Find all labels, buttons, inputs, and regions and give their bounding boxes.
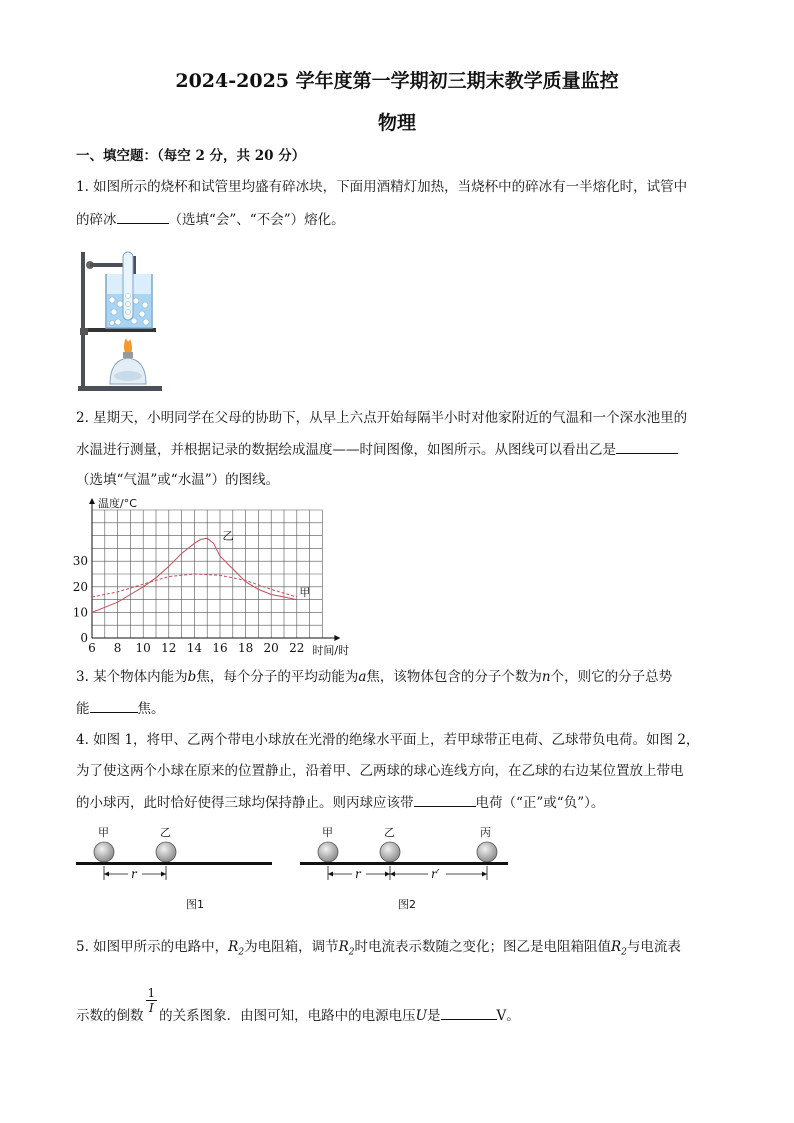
ball-jia bbox=[318, 842, 338, 862]
x-axis-arrow bbox=[334, 635, 340, 641]
exam-title: 2024-2025 学年度第一学期初三期末教学质量监控 bbox=[175, 70, 619, 92]
q3-text-1: 3. 某个物体内能为 bbox=[76, 669, 188, 685]
y-tick-label: 20 bbox=[72, 579, 88, 594]
subject-title: 物理 bbox=[377, 112, 416, 134]
q5-text-4: 与电流表 bbox=[626, 939, 681, 955]
r-letter: R bbox=[228, 939, 239, 955]
lamp-wick-holder bbox=[123, 352, 133, 358]
section-heading: 一、填空题：（每空 2 分，共 20 分） bbox=[76, 148, 306, 164]
x-tick-label: 10 bbox=[135, 641, 151, 655]
y-tick-label: 10 bbox=[72, 605, 88, 620]
ball-yi bbox=[380, 842, 400, 862]
ball-bing bbox=[477, 842, 497, 862]
surface bbox=[76, 862, 272, 865]
ring-clamp bbox=[80, 328, 88, 335]
x-tick-label: 18 bbox=[237, 641, 254, 655]
q2-text: 水温进行测量，并根据记录的数据绘成温度——时间图像，如图所示。从图线可以看出乙是 bbox=[76, 442, 616, 458]
y-axis-label: 温度/°C bbox=[98, 497, 137, 510]
q5-text-8: V。 bbox=[496, 1008, 520, 1024]
q1-line2 bbox=[76, 209, 345, 230]
q5-text-5: 示数的倒数 bbox=[76, 1008, 144, 1024]
r2-symbol bbox=[610, 939, 627, 958]
fraction-denominator: I bbox=[148, 1001, 154, 1015]
r-subscript: 2 bbox=[238, 947, 245, 958]
stand-base bbox=[78, 386, 162, 391]
distance-label-r-prime: r′ bbox=[431, 867, 440, 881]
q1-text-b: （选填“会”、“不会”）熔化。 bbox=[168, 212, 345, 228]
series-label-yi: 乙 bbox=[222, 529, 234, 543]
r2-symbol bbox=[228, 939, 245, 958]
ball-label-jia: 甲 bbox=[98, 826, 109, 839]
distance-label-r: r bbox=[131, 867, 137, 881]
q2-answer-blank[interactable] bbox=[616, 439, 678, 454]
figure-2-caption: 图2 bbox=[398, 898, 416, 911]
x-tick-label: 12 bbox=[161, 641, 177, 655]
lamp-fuel bbox=[114, 371, 142, 381]
q3-text-4: 个，则它的分子总势 bbox=[550, 669, 673, 685]
ball-label-yi: 乙 bbox=[160, 826, 171, 839]
q4-text-a: 的小球丙，此时恰好使得三球均保持静止。则丙球应该带 bbox=[76, 795, 414, 811]
figure-1 bbox=[76, 822, 276, 912]
stand-rod bbox=[81, 252, 85, 388]
ball-label-yi: 乙 bbox=[384, 826, 395, 839]
surface bbox=[300, 862, 508, 865]
ball-yi bbox=[156, 842, 176, 862]
figure-1-caption: 图1 bbox=[186, 898, 204, 911]
q5-line2 bbox=[76, 986, 520, 1027]
q3-answer-blank[interactable] bbox=[90, 698, 138, 713]
q4-line1: 4. 如图 1，将甲、乙两个带电小球放在光滑的绝缘水平面上，若甲球带正电荷、乙球带负电荷。如图 2， bbox=[76, 732, 700, 748]
q3-line2 bbox=[76, 698, 165, 719]
q3-line1 bbox=[76, 667, 672, 687]
r-letter: R bbox=[610, 939, 622, 955]
ball-label-jia: 甲 bbox=[322, 826, 333, 839]
r-subscript: 2 bbox=[621, 947, 627, 958]
q5-line1 bbox=[76, 937, 681, 963]
r-letter: R bbox=[338, 939, 349, 955]
r2-symbol bbox=[338, 939, 355, 958]
ball-jia bbox=[94, 842, 114, 862]
q3-text-6: 焦。 bbox=[137, 701, 165, 717]
q1-line1: 1. 如图所示的烧杯和试管里均盛有碎冰块，下面用酒精灯加热，当烧杯中的碎冰有一半熔化时，试管中 bbox=[76, 179, 688, 195]
q4-line3 bbox=[76, 792, 604, 813]
q5-text-2: 为电阻箱，调节 bbox=[244, 939, 339, 955]
r-subscript: 2 bbox=[348, 947, 355, 958]
x-tick-label: 22 bbox=[289, 641, 305, 655]
distance-label-r: r bbox=[355, 867, 361, 881]
y-tick-label: 30 bbox=[72, 554, 88, 569]
x-tick-label: 20 bbox=[263, 641, 279, 655]
q5-text-1: 5. 如图甲所示的电路中， bbox=[76, 939, 229, 955]
var-b: b bbox=[187, 669, 197, 685]
temperature-time-chart bbox=[72, 494, 382, 656]
x-tick-label: 14 bbox=[186, 641, 203, 655]
q4-answer-blank[interactable] bbox=[414, 792, 476, 807]
q5-text-3: 时电流表示数随之变化；图乙是电阻箱阻值 bbox=[354, 939, 611, 955]
y-tick-label: 0 bbox=[80, 631, 88, 645]
x-axis-label: 时间/时 bbox=[312, 644, 350, 657]
q3-text-3: 焦，该物体包含的分子个数为 bbox=[366, 669, 542, 685]
q3-text-5: 能 bbox=[76, 701, 90, 717]
beaker-apparatus-figure bbox=[76, 244, 166, 392]
q5-text-7: 是 bbox=[427, 1008, 441, 1024]
q2-line1: 2. 星期天，小明同学在父母的协助下，从早上六点开始每隔半小时对他家附近的气温和一个深水池里的 bbox=[76, 410, 688, 426]
fraction-numerator: 1 bbox=[147, 986, 156, 1000]
q3-text-2: 焦，每个分子的平均动能为 bbox=[196, 669, 359, 685]
fraction-one-over-i bbox=[146, 986, 158, 1015]
var-a: a bbox=[358, 669, 367, 685]
x-tick-label: 6 bbox=[88, 641, 96, 655]
x-tick-label: 16 bbox=[212, 641, 228, 655]
var-n: n bbox=[541, 669, 551, 685]
q5-answer-blank[interactable] bbox=[441, 1005, 497, 1020]
var-u: U bbox=[415, 1008, 428, 1024]
q4-line2: 为了使这两个小球在原来的位置静止，沿着甲、乙两球的球心连线方向，在乙球的右边某位置放上带电 bbox=[76, 763, 684, 779]
series-label-jia: 甲 bbox=[299, 585, 311, 599]
q2-line2 bbox=[76, 439, 678, 460]
q2-line3: （选填“气温”或“水温”）的图线。 bbox=[76, 472, 280, 488]
y-axis-arrow bbox=[89, 498, 95, 504]
q1-answer-blank[interactable] bbox=[117, 209, 169, 224]
test-tube-ice bbox=[126, 294, 131, 315]
ball-label-bing: 丙 bbox=[480, 826, 491, 839]
figure-2 bbox=[300, 822, 510, 912]
x-tick-label: 8 bbox=[113, 641, 122, 655]
q4-text-b: 电荷（“正”或“负”）。 bbox=[475, 795, 605, 811]
q5-text-6: 的关系图象．由图可知，电路中的电源电压 bbox=[159, 1008, 416, 1024]
q1-text-a: 的碎冰 bbox=[76, 212, 117, 228]
